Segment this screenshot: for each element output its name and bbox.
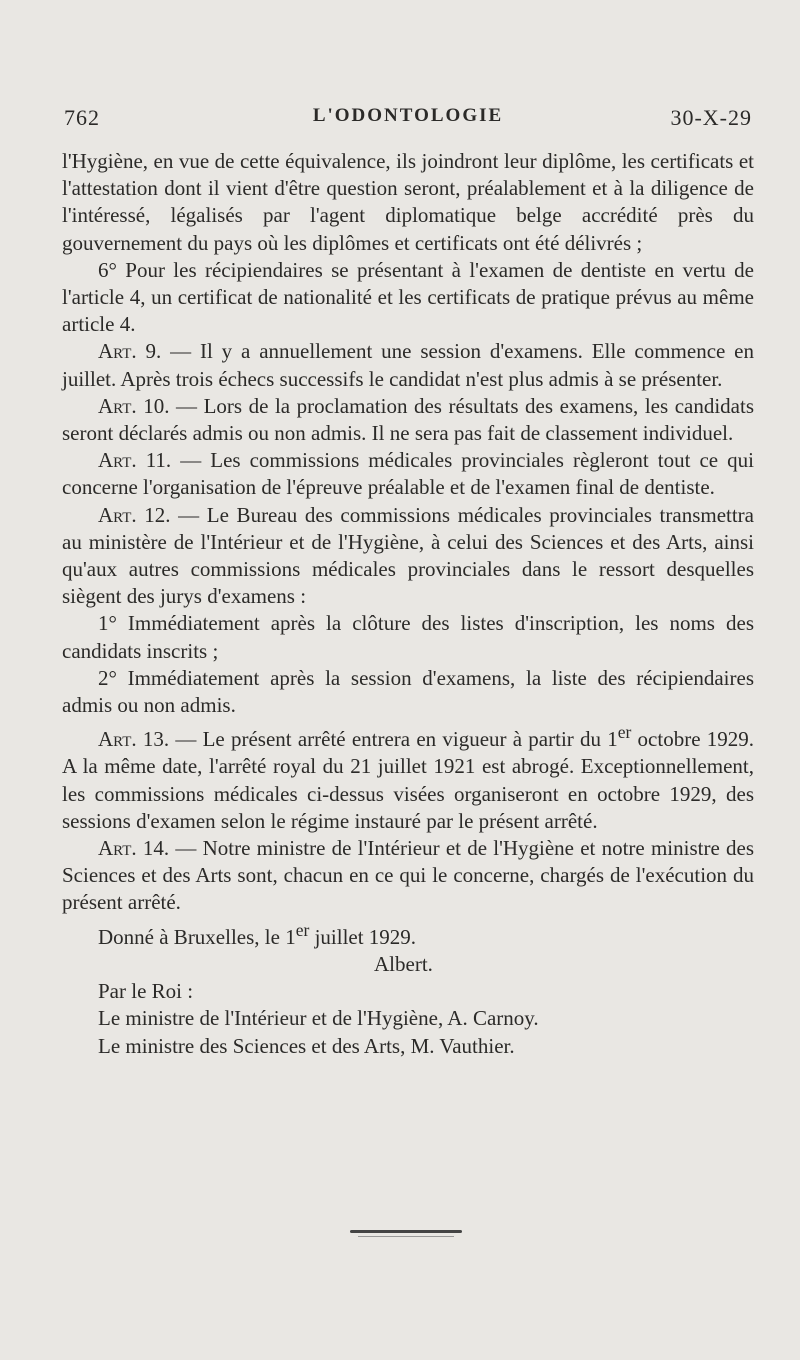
article-11 xyxy=(62,447,754,501)
article-label: Art. 10. xyxy=(98,393,170,418)
journal-title: L'ODONTOLOGIE xyxy=(312,105,504,126)
body-text xyxy=(62,148,754,1060)
page-number: 762 xyxy=(64,105,100,130)
article-9 xyxy=(62,338,754,392)
running-header xyxy=(64,105,752,139)
given-text: Donné à Bruxelles, le 1 xyxy=(98,924,296,949)
article-text: octobre 1929. A la même date, l'arrêté royal du 21 juillet 1921 est abrogé. Exceptionnellement, les commissions médicales ci-dessus visées organiseront en octobre 1929, des sessions d'examen selon le régime instauré par le présent arrêté. xyxy=(62,727,754,833)
article-label: Art. 11. xyxy=(98,448,172,473)
article-label: Art. 13. xyxy=(98,727,170,752)
minister-signature-2: Le ministre des Sciences et des Arts, M. Vauthier. xyxy=(98,1033,515,1058)
article-10 xyxy=(62,393,754,447)
article-12 xyxy=(62,502,754,611)
superscript: er xyxy=(617,722,632,743)
paragraph-continuation: l'Hygiène, en vue de cette équivalence, ils joindront leur diplôme, les certificats et l'attestation dont il vient d'être question seront, préalablement et à la diligence de l'intéressé, légalisés par l'agent diplomatique belge accrédité près du gouvernement du pays où les diplômes et certificats ont été délivrés ; xyxy=(62,149,754,255)
article-label: Art. 12. xyxy=(98,502,171,527)
article-13 xyxy=(62,719,754,835)
end-rule xyxy=(350,1230,462,1233)
end-rule-underline xyxy=(358,1236,454,1237)
royal-signature: Albert. xyxy=(374,951,433,976)
given-at-line xyxy=(62,917,754,951)
list-item-1: 1° Immédiatement après la clôture des listes d'inscription, les noms des candidats inscrits ; xyxy=(62,611,754,663)
article-label: Art. 9. xyxy=(98,339,162,364)
given-text: juillet 1929. xyxy=(309,924,417,949)
list-item-2: 2° Immédiatement après la session d'examens, la liste des récipiendaires admis ou non admis. xyxy=(62,665,754,718)
article-text: — Il y a annuellement une session d'examens. Elle commence en juillet. Après trois échecs successifs le candidat n'est plus admis à se présenter. xyxy=(62,339,755,391)
article-text: — Lors de la proclamation des résultats des examens, les candidats seront déclarés admis ou non admis. Il ne sera pas fait de classement individuel. xyxy=(62,393,754,446)
superscript: er xyxy=(295,919,310,940)
minister-signature-1: Le ministre de l'Intérieur et de l'Hygiène, A. Carnoy. xyxy=(98,1006,539,1031)
par-le-roi: Par le Roi : xyxy=(98,979,194,1004)
article-text: — Les commissions médicales provinciales règleront tout ce qui concerne l'organisation de l'épreuve préalable et de l'examen final de dentiste. xyxy=(62,448,754,500)
article-label: Art. 14. xyxy=(98,836,170,861)
issue-date: 30-X-29 xyxy=(670,105,752,130)
article-text: — Notre ministre de l'Intérieur et de l'Hygiène et notre ministre des Sciences et des Arts sont, chacun en ce qui le concerne, chargés de l'exécution du présent arrêté. xyxy=(62,836,754,915)
paragraph-item-6: 6° Pour les récipiendaires se présentant à l'examen de dentiste en vertu de l'article 4, un certificat de nationalité et les certificats de pratique prévus au même article 4. xyxy=(62,257,754,337)
article-text: — Le Bureau des commissions médicales provinciales transmettra au ministère de l'Intérieur et de l'Hygiène, à celui des Sciences et des Arts, ainsi qu'aux autres commissions médicales provinciales dans le ressort desquelles siègent des jurys d'examens : xyxy=(62,502,755,609)
article-14 xyxy=(62,835,754,917)
article-text: — Le présent arrêté entrera en vigueur à partir du 1 xyxy=(169,727,618,752)
